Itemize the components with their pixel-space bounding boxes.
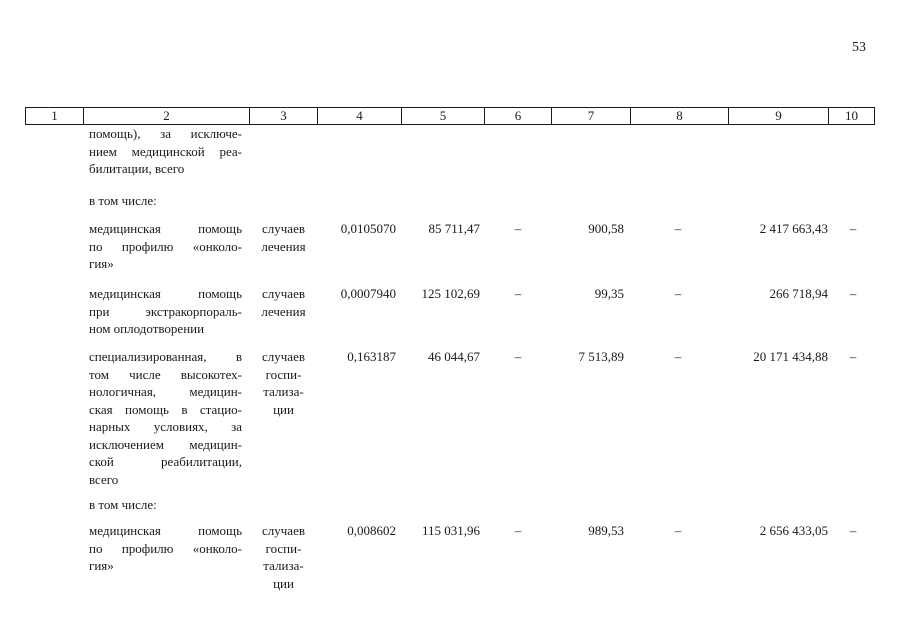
row-cost-value: 46 044,67 bbox=[428, 349, 480, 364]
header-col-6: 6 bbox=[485, 108, 552, 125]
header-col-3: 3 bbox=[250, 108, 318, 125]
row-cost-value: 115 031,96 bbox=[421, 523, 480, 538]
row-col8-value: – bbox=[674, 221, 682, 236]
row-description bbox=[89, 496, 242, 514]
unit-line: госпи- bbox=[265, 366, 302, 382]
row-col10-value: – bbox=[849, 221, 857, 236]
description-line: медицинская помощь bbox=[89, 221, 242, 236]
description-line: нарных условиях, за bbox=[89, 419, 242, 434]
unit-line: случаев bbox=[262, 286, 305, 301]
row-col6-value: – bbox=[514, 221, 522, 236]
description-line: всего bbox=[89, 471, 119, 487]
description-line: специализированная, в bbox=[89, 349, 242, 364]
row-cost-value: 85 711,47 bbox=[428, 221, 480, 236]
header-col-5: 5 bbox=[402, 108, 485, 125]
description-line: нологичная, медицин- bbox=[89, 384, 242, 399]
row-col10-value: – bbox=[849, 349, 857, 364]
row-col7-value: 989,53 bbox=[588, 523, 624, 538]
page-number: 53 bbox=[852, 40, 866, 55]
description-line: при экстракорпораль- bbox=[89, 303, 242, 319]
description-line: в том числе: bbox=[89, 497, 157, 512]
row-unit bbox=[256, 285, 311, 320]
header-col-9: 9 bbox=[729, 108, 829, 125]
row-col9-value: 20 171 434,88 bbox=[753, 349, 828, 364]
row-col8-value: – bbox=[674, 523, 682, 538]
description-line: гия» bbox=[89, 256, 114, 271]
header-col-8: 8 bbox=[631, 108, 729, 125]
description-line: по профилю «онколо- bbox=[89, 540, 242, 556]
row-col8-value: – bbox=[674, 286, 682, 301]
header-col-1: 1 bbox=[26, 108, 84, 125]
row-col6-value: – bbox=[514, 523, 522, 538]
row-col9-value: 266 718,94 bbox=[769, 286, 828, 301]
row-norm-value: 0,0105070 bbox=[340, 221, 396, 236]
row-description bbox=[89, 348, 242, 488]
row-col8-value: – bbox=[674, 349, 682, 364]
header-col-7: 7 bbox=[552, 108, 631, 125]
unit-line: лечения bbox=[261, 303, 306, 319]
description-line: гия» bbox=[89, 558, 114, 573]
description-line: том числе высокотех- bbox=[89, 366, 242, 382]
description-line: ном оплодотворении bbox=[89, 321, 205, 336]
row-norm-value: 0,163187 bbox=[347, 349, 396, 364]
row-col6-value: – bbox=[514, 286, 522, 301]
row-description bbox=[89, 220, 242, 273]
row-description bbox=[89, 192, 242, 210]
unit-line: случаев bbox=[262, 523, 305, 538]
row-norm-value: 0,0007940 bbox=[340, 286, 396, 301]
row-col10-value: – bbox=[849, 523, 857, 538]
unit-line: госпи- bbox=[265, 540, 302, 556]
header-row bbox=[26, 108, 875, 125]
description-line: медицинская помощь bbox=[89, 286, 242, 301]
header-col-10: 10 bbox=[829, 108, 875, 125]
unit-line: ции bbox=[273, 575, 294, 591]
row-unit bbox=[256, 220, 311, 255]
row-norm-value: 0,008602 bbox=[347, 523, 396, 538]
column-number-header bbox=[25, 107, 875, 125]
description-line: ская помощь в стацио- bbox=[89, 401, 242, 417]
row-description bbox=[89, 125, 242, 178]
row-cost-value: 125 102,69 bbox=[421, 286, 480, 301]
row-col6-value: – bbox=[514, 349, 522, 364]
row-col7-value: 900,58 bbox=[588, 221, 624, 236]
description-line: медицинская помощь bbox=[89, 523, 242, 538]
unit-line: тализа- bbox=[263, 384, 304, 399]
description-line: по профилю «онколо- bbox=[89, 238, 242, 254]
unit-line: лечения bbox=[261, 238, 306, 254]
row-unit bbox=[256, 348, 311, 418]
row-col10-value: – bbox=[849, 286, 857, 301]
description-line: билитации, всего bbox=[89, 161, 185, 176]
row-col7-value: 99,35 bbox=[594, 286, 624, 301]
unit-line: тализа- bbox=[263, 558, 304, 573]
description-line: в том числе: bbox=[89, 193, 157, 208]
row-description bbox=[89, 522, 242, 575]
unit-line: ции bbox=[273, 401, 294, 417]
row-col7-value: 7 513,89 bbox=[578, 349, 624, 364]
description-line: ской реабилитации, bbox=[89, 454, 242, 469]
header-col-2: 2 bbox=[84, 108, 250, 125]
row-unit bbox=[256, 522, 311, 592]
description-line: помощь), за исключе- bbox=[89, 126, 242, 141]
row-col9-value: 2 656 433,05 bbox=[759, 523, 828, 538]
row-col9-value: 2 417 663,43 bbox=[759, 221, 828, 236]
unit-line: случаев bbox=[262, 221, 305, 236]
unit-line: случаев bbox=[262, 349, 305, 364]
row-description bbox=[89, 285, 242, 338]
description-line: нием медицинской реа- bbox=[89, 143, 242, 159]
description-line: исключением медицин- bbox=[89, 436, 242, 452]
header-col-4: 4 bbox=[318, 108, 402, 125]
